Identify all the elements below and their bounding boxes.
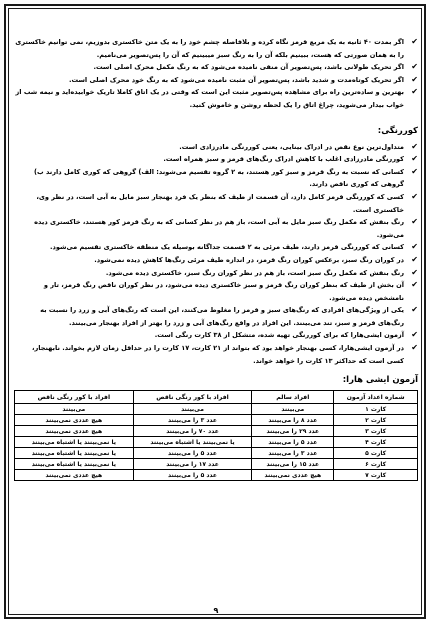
bullet-text: رنگ بنفش که مکمل رنگ سبز است، باز هم در نظر کوران رنگ سبز، خاکستری دیده می‌شود.	[105, 268, 404, 277]
table-cell: کارت ۱	[334, 404, 418, 415]
page-number: ۹	[213, 606, 219, 615]
table-cell: یا نمی‌بینند یا اشتباه می‌بینند	[15, 459, 134, 470]
bullet-text: رنگ بنفش که مکمل رنگ سبز مایل به آبی است، باز هم در نظر کسانی که به رنگ قرمز کور هستند، خاکستری دیده می‌شود.	[34, 218, 404, 239]
table-cell: یا نمی‌بینند یا اشتباه می‌بینند	[133, 437, 252, 448]
bullet-text: اگر بمدت ۴۰ ثانیه به یک مربع قرمز نگاه کرده و بلافاصله چشم خود را به یک متن خاکستری بدوزیم، نمی توانیم خاکستری را به همان صورتی که هست، ببینیم بلکه آن را به رنگ سبز میبینیم که آن را پس‌تصویر می‌نامیم.	[15, 38, 404, 59]
checkmark-icon: ✔	[411, 191, 418, 201]
table-cell: یا نمی‌بینند یا اشتباه می‌بینند	[15, 448, 134, 459]
bullet-text: آن بخش از طیف که بنظر کوران رنگ قرمز و سبز خاکستری دیده می‌شود، در نظر کوران ناقص رنگ قرمز، تار و نامشخص دیده می‌شود.	[43, 281, 404, 302]
table-cell: عدد ۷۰ را می‌بینند	[133, 426, 252, 437]
section-heading-ishihara: آزمون ایشی هارا:	[342, 375, 418, 386]
table-header-cell: شماره اعداد آزمون	[334, 391, 418, 404]
table-cell: می‌بینند	[15, 404, 134, 415]
table-header-cell: افراد با کور رنگی ناقص	[133, 391, 252, 404]
table-cell: عدد ۵ را می‌بینند	[133, 448, 252, 459]
bullet-text: یکی از ویژگی‌های افرادی که رنگ‌های سبز و قرمز را مغلوط می‌کنند، این است که رنگ‌های آبی و زرد را نسبت به رنگ‌های قرمز و سبز، تند می‌بینند. این افراد در واقع رنگ‌های آبی و زرد را بهتر از افراد بهنجار می‌بینند.	[40, 306, 404, 327]
checkmark-icon: ✔	[411, 267, 418, 277]
checkmark-icon: ✔	[411, 62, 418, 72]
table-body	[15, 404, 418, 481]
table-cell: عدد ۳ را می‌بینند	[252, 448, 334, 459]
checkmark-icon: ✔	[411, 343, 418, 353]
table-cell: عدد ۱۵ را می‌بینند	[252, 459, 334, 470]
bullet-text: کسانی که نسبت به رنگ قرمز و سبز کور هستند، به ۲ گروه تقسیم می‌شوند: الف) گروهی که کوری کامل دارند ب) گروهی که کوری ناقص دارند.	[34, 167, 404, 189]
table-row	[15, 437, 418, 448]
table-cell: عدد ۵ را می‌بینند	[133, 470, 252, 481]
table-row	[15, 448, 418, 459]
table-cell: عدد ۵ را می‌بینند	[252, 437, 334, 448]
checkmark-icon: ✔	[411, 242, 418, 252]
page-content	[14, 36, 418, 603]
section-heading-color-blindness: کوررنگی:	[377, 125, 418, 136]
bullet-text: کسی که کوررنگی قرمز کامل دارد، آن قسمت از طیف که بنظر یک فرد بهنجار سبز مایل به آبی است، در نظر وی، خاکستری است.	[36, 192, 404, 214]
table-header-row	[15, 391, 418, 404]
table-cell: عدد ۲۹ را می‌بینند	[252, 426, 334, 437]
bullet-item	[14, 254, 418, 267]
bullet-item	[14, 153, 418, 166]
table-cell: هیچ عددی نمی‌بینند	[15, 470, 134, 481]
table-row	[15, 415, 418, 426]
checkmark-icon: ✔	[411, 217, 418, 227]
bullet-text: کوررنگی مادرزادی اغلب با کاهش ادراک رنگ‌های قرمز و سبز همراه است.	[163, 155, 404, 164]
checkmark-icon: ✔	[411, 280, 418, 290]
bullet-item	[14, 216, 418, 241]
ishihara-table	[14, 390, 418, 481]
bullet-item	[14, 141, 418, 154]
checkmark-icon: ✔	[411, 74, 418, 84]
table-row	[15, 470, 418, 481]
table-cell: کارت ۵	[334, 448, 418, 459]
color-blindness-list	[14, 141, 418, 368]
bullet-item	[14, 74, 418, 87]
bullet-item	[14, 304, 418, 329]
checkmark-icon: ✔	[411, 305, 418, 315]
bullet-item	[14, 166, 418, 191]
bullet-item	[14, 191, 418, 216]
bullet-item	[14, 36, 418, 61]
table-cell: یا نمی‌بینند یا اشتباه می‌بینند	[15, 437, 134, 448]
checkmark-icon: ✔	[411, 141, 418, 151]
bullet-item	[14, 61, 418, 74]
bullet-text: بهترین و ساده‌ترین راه برای مشاهده پس‌تصویر مثبت این است که وقتی در یک اتاق کاملا تاریک خوابیده‌اید و نیمه شب از خواب بیدار می‌شوید، چراغ اتاق را یک لحظه روشن و خاموش کنید.	[15, 88, 404, 109]
bullet-item	[14, 329, 418, 342]
checkmark-icon: ✔	[411, 166, 418, 176]
table-cell: هیچ عددی نمی‌بینند	[252, 470, 334, 481]
checkmark-icon: ✔	[411, 87, 418, 97]
checkmark-icon: ✔	[411, 254, 418, 264]
bullet-item	[14, 267, 418, 280]
bullet-text: در آزمون ایشی‌هارا، کسی بهنجار خواهد بود که بتواند از ۲۱ کارت، ۱۷ کارت را در حداقل زمان لازم بخواند. نابهنجار، کسی است که حداکثر ۱۳ کارت را خواهد خواند.	[31, 344, 404, 365]
table-cell: کارت ۴	[334, 437, 418, 448]
table-cell: عدد ۳ را می‌بینند	[133, 415, 252, 426]
checkmark-icon: ✔	[411, 37, 418, 46]
checkmark-icon: ✔	[411, 154, 418, 164]
table-header-cell: افراد سالم	[252, 391, 334, 404]
bullet-text: آزمون ایشی‌هارا که برای کوررنگی تهیه شده، متشکل از ۳۸ کارت رنگی است.	[154, 331, 404, 340]
bullet-text: در کوران رنگ سبز، برعکس کوران رنگ قرمز، در اندازه طیف مرئی رنگ‌ها کاهش دیده نمی‌شود.	[94, 255, 404, 264]
table-row	[15, 404, 418, 415]
bullet-text: اگر تحریک کوتاه‌مدت و شدید باشد، پس‌تصویر آن مثبت نامیده می‌شود که به رنگ خود محرک اصلی است.	[68, 75, 404, 84]
table-cell: عدد ۱۷ را می‌بینند	[133, 459, 252, 470]
bullet-item	[14, 86, 418, 111]
checkmark-icon: ✔	[411, 330, 418, 340]
table-cell: می‌بینند	[133, 404, 252, 415]
table-cell: عدد ۸ را می‌بینند	[252, 415, 334, 426]
table-cell: هیچ عددی نمی‌بینند	[15, 415, 134, 426]
bullet-item	[14, 279, 418, 304]
intro-list	[14, 36, 418, 112]
bullet-text: اگر تحریک طولانی باشد، پس‌تصویر آن منفی نامیده می‌شود که به رنگ مکمل محرک اصلی است.	[93, 63, 404, 72]
table-row	[15, 426, 418, 437]
table-row	[15, 459, 418, 470]
table-cell: کارت ۲	[334, 415, 418, 426]
table-cell: کارت ۳	[334, 426, 418, 437]
table-cell: می‌بینند	[252, 404, 334, 415]
bullet-item	[14, 241, 418, 254]
table-cell: کارت ۷	[334, 470, 418, 481]
bullet-item	[14, 342, 418, 367]
bullet-text: متداول‌ترین نوع نقص در ادراک بینایی، یعنی کوررنگی مادرزادی است.	[179, 142, 404, 151]
bullet-text: کسانی که کوررنگی قرمز دارند، طیف مرئی به ۲ قسمت جداگانه بوسیله یک منطقه خاکستری تقسیم می‌شود.	[49, 243, 404, 252]
table-cell: هیچ عددی نمی‌بینند	[15, 426, 134, 437]
table-cell: کارت ۶	[334, 459, 418, 470]
table-header-cell: افراد با کور رنگی ناقص	[15, 391, 134, 404]
